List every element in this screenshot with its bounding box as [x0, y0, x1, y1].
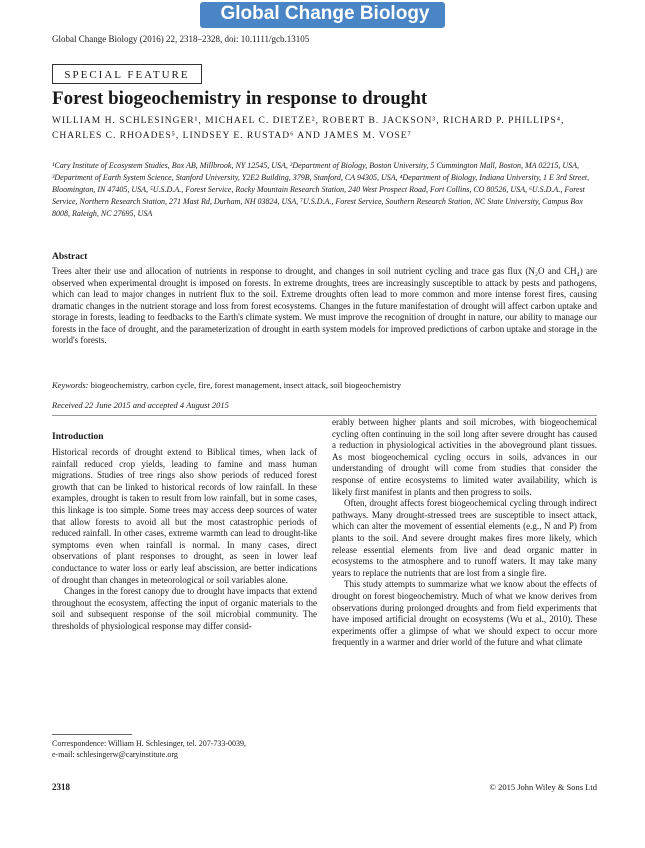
intro-paragraph-3: erably between higher plants and soil microbes, with biogeochemical cycling often continuing in the soil long after severe drought has caused a reduction in physiological activities in the aboveground plant tissues. As most biogeochemical cycling occurs in soils, advances in our understanding of drought will come from studies that consider the response of entire ecosystems to limited water availability, which is likely first manifest in plants and then progress to soils. — [332, 417, 597, 497]
footnote-rule — [52, 734, 132, 735]
abstract-heading: Abstract — [52, 252, 88, 262]
correspondence-line-2: e-mail: schlesingerw@caryinstitute.org — [52, 750, 178, 759]
author-list: WILLIAM H. SCHLESINGER¹, MICHAEL C. DIETZE², ROBERT B. JACKSON³, RICHARD P. PHILLIPS⁴, CHARLES C. RHOADES⁵, LINDSEY E. RUSTAD⁶ AND JAMES M. VOSE⁷ — [52, 116, 565, 141]
received-line: Received 22 June 2015 and accepted 4 August 2015 — [52, 400, 229, 410]
keywords-text: biogeochemistry, carbon cycle, fire, forest management, insect attack, soil biogeochemistry — [90, 380, 402, 390]
column-right — [332, 417, 597, 649]
affiliations: ¹Cary Institute of Ecosystem Studies, Box AB, Millbrook, NY 12545, USA, ²Department of Biology, Boston University, 5 Cummington Mall, Boston, MA 02215, USA, ³Department of Earth System Science, Stanford University, Y2E2 Building, 379B, Stanford, CA 94305, USA, ⁴Department of Biology, Indiana University, 1 E 3rd Street, Bloomington, IN 47405, USA, ⁵U.S.D.A., Forest Service, Rocky Mountain Research Station, 240 West Prospect Road, Fort Collins, CO 80526, USA, ⁶U.S.D.A., Forest Service, Northern Research Station, 271 Mast Rd, Durham, NH 03824, USA, ⁷U.S.D.A., Forest Service, Southern Research Station, NC State University, Campus Box 8008, Raleigh, NC 27695, USA — [52, 161, 590, 218]
intro-heading: Introduction — [52, 432, 104, 442]
citation-line: Global Change Biology (2016) 22, 2318–2328, doi: 10.1111/gcb.13105 — [52, 34, 310, 44]
column-left — [52, 447, 317, 633]
page-number: 2318 — [52, 782, 70, 792]
intro-paragraph-1: Historical records of drought extend to Biblical times, when lack of rainfall reduced crop yields, leading to famine and mass human migrations. Studies of tree rings also show periods of reduced forest growth that can be linked to historical records of low rainfall. In these examples, drought is taken to result from low rainfall, but in some cases, this linkage is too simple. Some trees may access deep sources of water that allow forests to avoid all but the most catastrophic periods of reduced rainfall. In other cases, extreme warmth can lead to drought-like symptoms even when rainfall is normal. In many cases, direct observations of plant responses to drought, as seen in lower leaf conductance to water loss or early leaf abscission, are better indications of drought than changes in meteorological or soil variables alone. — [52, 447, 317, 585]
keywords — [52, 380, 597, 390]
article-title: Forest biogeochemistry in response to drought — [52, 88, 428, 109]
intro-paragraph-2: Changes in the forest canopy due to drought have impacts that extend throughout the ecosystem, affecting the input of organic materials to the soil and subsequent response of the soil microbial community. The thresholds of physiological response may differ consid- — [52, 586, 317, 631]
intro-paragraph-5: This study attempts to summarize what we know about the effects of drought on forest biogeochemistry. Much of what we know derives from observations during prolonged droughts and from field experiments that have imposed artificial drought on ecosystems (Wu et al., 2010). These experiments offer a glimpse of what we should expect to occur more frequently in a warmer and drier world of the future and what climate — [332, 579, 597, 648]
correspondence — [52, 738, 317, 760]
journal-masthead — [0, 0, 645, 30]
section-label: SPECIAL FEATURE — [52, 64, 202, 84]
intro-paragraph-4: Often, drought affects forest biogeochemical cycling through indirect pathways. Many drought-stressed trees are susceptible to insect attack, which can alter the movement of essential elements (e.g., N and P) from plants to the soil. And severe drought makes fires more likely, which release essential elements from live and dead organic matter in ecosystems to the atmosphere and to runoff waters. It may take many years to replace the nutrients that are lost from a single fire. — [332, 498, 597, 578]
correspondence-line-1: Correspondence: William H. Schlesinger, tel. 207-733-0039, — [52, 739, 247, 748]
abstract-text: Trees alter their use and allocation of nutrients in response to drought, and changes in soil nutrient cycling and trace gas flux (N₂O and CH₄) are observed when experimental drought is imposed on forests. In extreme droughts, trees are increasingly susceptible to attack by pests and pathogens, which can lead to major changes in nutrient flux to the soil. Extreme droughts often lead to more common and more intense forest fires, causing dramatic changes in the nutrient storage and loss from forest ecosystems. Changes in the future manifestation of drought will affect carbon uptake and storage in forests, leading to feedbacks to the Earth's climate system. We must improve the recognition of drought in nature, our ability to manage our forests in the face of drought, and the parameterization of drought in earth system models for improved predictions of carbon uptake and storage in the world's forests. — [52, 266, 597, 345]
keywords-label: Keywords: — [52, 380, 89, 390]
journal-title: Global Change Biology — [220, 3, 430, 24]
copyright: © 2015 John Wiley & Sons Ltd — [489, 782, 597, 792]
divider — [52, 415, 597, 416]
